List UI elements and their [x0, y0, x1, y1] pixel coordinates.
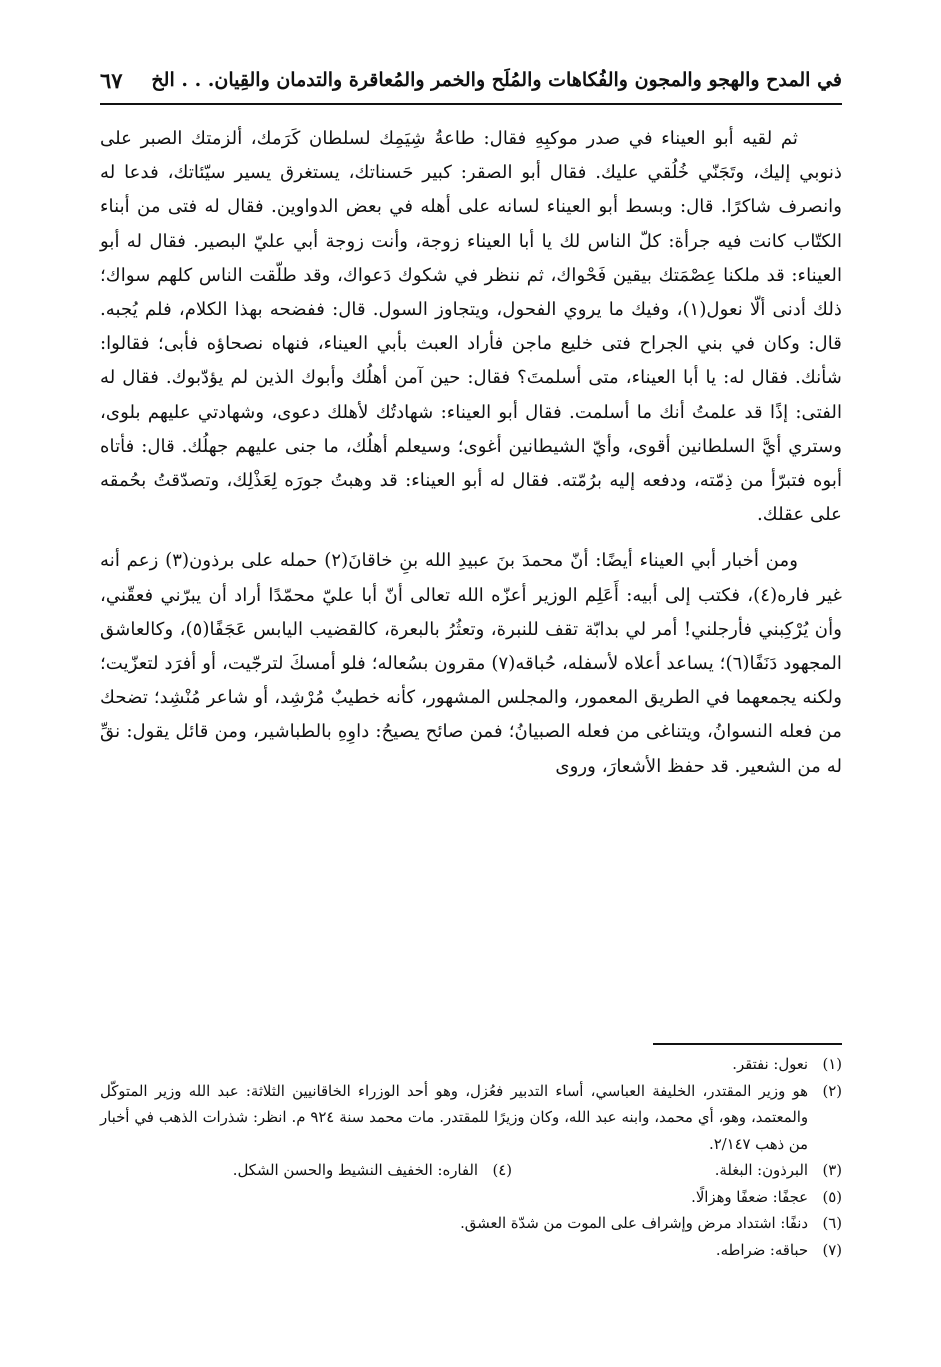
- footnote-7: [100, 1238, 842, 1265]
- footnote-3: [512, 1158, 842, 1185]
- page-header: [100, 62, 842, 98]
- header-rule: [100, 103, 842, 105]
- footnote-2: [100, 1079, 842, 1159]
- paragraph-2: ومن أخبار أبي العيناء أيضًا: أنّ محمدَ بنَ عبيدِ الله بنِ خاقانَ(٢) حمله على برذون(٣) زعم أنه غير فاره(٤)، فكتب إلى أبيه: أَعَلِم الوزير أعزّه الله تعالى أنّ أبا عليّ محمّدًا أراد أن يبرّني فعقّني، وأن يُرْكِبني فأرجلني! أمر لي بدابّة تقف للنبرة، وتعثُرُ بالبعرة، كالقضيب اليابس عَجَفًا(٥)، وكالعاشق المجهود دَنَفًا(٦)؛ يساعد أعلاه لأسفله، حُباقه(٧) مقرون بسُعاله؛ فلو أمسكَ لترجّيت، أو أفرَد لتعزّيت؛ ولكنه يجمعهما في الطريق المعمور، والمجلس المشهور، كأنه خطيبٌ مُرْشِد، أو شاعر مُنْشِد؛ تضحك من فعله النسوانُ، ويتناغى من فعله الصبيانُ؛ فمن صائح يصيحُ: داوِهِ بالطباشير، ومن قائل يقول: نقِّ له من الشعير. قد حفظ الأشعارَ، وروى: [100, 550, 842, 777]
- footnote-5: [100, 1185, 842, 1212]
- footnote-text: البرذون: البغلة.: [714, 1162, 808, 1179]
- footnotes: [100, 1052, 842, 1264]
- footnote-number: (١): [822, 1056, 842, 1073]
- footnote-4: [182, 1158, 512, 1185]
- footnote-text: نعول: نفتقر.: [732, 1056, 808, 1073]
- paragraph-1: ثم لقيه أبو العيناء في صدر موكبِهِ فقال: طاعةُ شِيَمِك لسلطان كَرَمك، ألزمتك الصبر على ذنوبي إليك، وتَجَنّي خُلُقي عليك. فقال أبو الصقر: كبير حَسناتك، يستغرق يسير سيّئاتك، فدعا له وانصرف شاكرًا. قال: وبسط أبو العيناء لسانه على أهله في بعض الدواوين. فقال له فتى من أبناء الكتّاب كانت فيه جرأة: كلّ الناس لك يا أبا العيناء زوجة، وأنت زوجة أبي عليّ البصير. فقال له أبو العيناء: قد ملكنا عِصْمَتك بيقين فَحْواك، ثم ننظر في شكوك دَعواك، وقد طلّقت الناس كلهم سواك؛ ذلك أدنى ألّا نعول(١)، وفيك ما يروي الفحول، ويتجاوز السول. قال: ففضحه بهذا الكلام، فلم يُجبه. قال: وكان في بني الجراح فتى خليع ماجن فأراد العبث بأبي العيناء، فنهاه نصحاؤه فأبى؛ فقالوا: شأنك. فقال له: يا أبا العيناء، متى أسلمتَ؟ فقال: حين آمن أهلُك وأبوك الذين لم يؤدّبوك. فقال له الفتى: إذًا قد علمتُ أنك ما أسلمت. فقال أبو العيناء: شهادتُك لأهلك دعوى، وشهادتي عليهم بلوى، وستري أيَّ السلطانين أقوى، وأيّ الشيطانين أغوى؛ وسيعلم أهلُك، ما جنى عليهم جهلُك. قال: فأتاه أبوه فتبرّأ من ذِمّته، ودفعه إليه برُمّته. فقال له أبو العيناء: قد وهبتُ جورَه لِعَذْلِك، وتصدّقتُ بحُمقه على عقلك.: [100, 128, 842, 526]
- footnote-number: (٦): [822, 1215, 842, 1232]
- footnote-number: (٢): [822, 1082, 842, 1100]
- footnote-text: الفاره: الخفيف النشيط والحسن الشكل.: [232, 1162, 478, 1179]
- main-text: [100, 122, 842, 784]
- footnote-number: (٤): [492, 1162, 512, 1179]
- footnote-text: عجفًا: ضعفًا وهزالًا.: [691, 1188, 808, 1206]
- running-title: في المدح والهجو والمجون والفُكاهات والمُلَح والخمر والمُعاقرة والتدمان والقِيان. . . الخ: [151, 69, 842, 91]
- footnote-number: (٧): [822, 1241, 842, 1259]
- footnote-rule: [653, 1043, 842, 1045]
- footnote-row: [100, 1158, 842, 1185]
- footnote-6: [100, 1211, 842, 1238]
- footnote-text: هو وزير المقتدر، الخليفة العباسي، أساء التدبير فعُزل، وهو أحد الوزراء الخاقانيين الثلاثة: عبد الله وزير المتوكّل والمعتمد، وهو، أي محمد، وابنه عبد الله، وكان وزيرًا للمقتدر. مات محمد سنة ٩٢٤ م. انظر: شذرات الذهب في أخبار من ذهب ٢/١٤٧.: [100, 1082, 808, 1153]
- footnote-1: [100, 1052, 842, 1079]
- page-number: ٦٧: [100, 67, 123, 93]
- footnote-text: حباقه: ضراطه.: [715, 1241, 808, 1259]
- footnote-number: (٣): [822, 1162, 842, 1179]
- footnote-text: دنفًا: اشتداد مرض وإشراف على الموت من شدّة العشق.: [460, 1215, 808, 1232]
- footnote-number: (٥): [822, 1188, 842, 1206]
